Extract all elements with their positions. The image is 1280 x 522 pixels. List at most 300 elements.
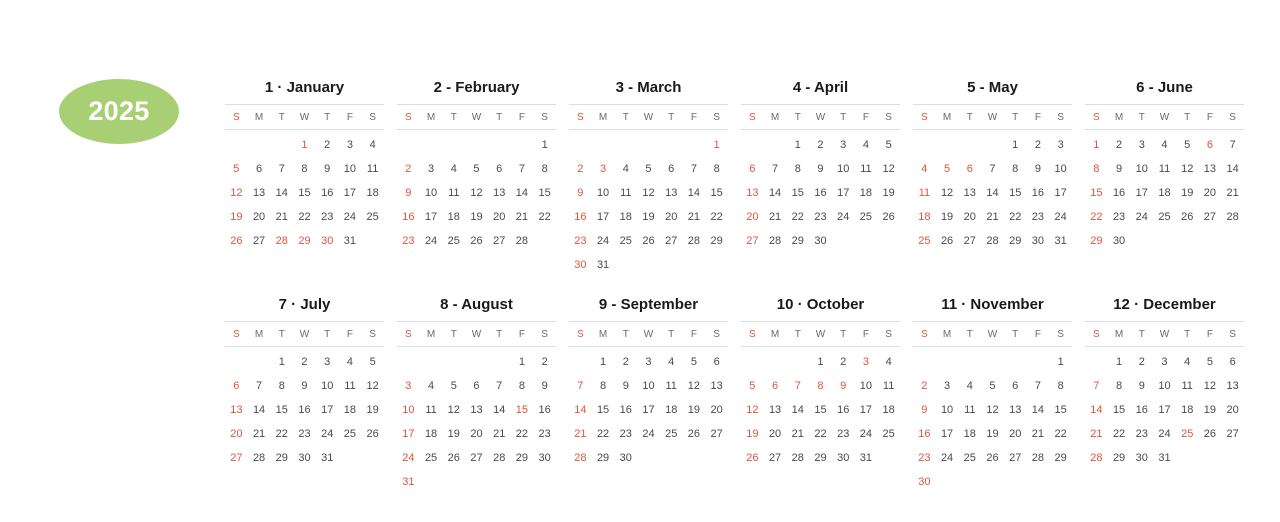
day-cell: 12 xyxy=(746,404,759,416)
empty-cell xyxy=(741,133,764,157)
weekday-header: S xyxy=(541,111,548,123)
weekday-header: S xyxy=(405,328,412,340)
day-cell: 31 xyxy=(402,476,415,488)
month-10 xyxy=(741,289,900,470)
weekday-header: T xyxy=(966,328,973,340)
day-cell: 25 xyxy=(1181,428,1194,440)
day-cell: 5 xyxy=(944,163,951,175)
day-cell: 14 xyxy=(574,404,587,416)
day-cell: 15 xyxy=(791,187,804,199)
day-cell: 8 xyxy=(794,163,801,175)
day-cell: 16 xyxy=(814,187,827,199)
day-cell: 6 xyxy=(473,380,480,392)
day-cell: 10 xyxy=(940,404,954,416)
day-cell: 31 xyxy=(343,235,357,247)
day-cell: 29 xyxy=(275,452,288,464)
day-cell: 19 xyxy=(1203,404,1217,416)
day-cell: 6 xyxy=(749,163,756,175)
day-cell: 22 xyxy=(596,428,610,440)
day-cell: 6 xyxy=(1229,356,1236,368)
empty-cell xyxy=(248,133,271,157)
day-cell: 2 xyxy=(817,139,824,151)
day-cell: 3 xyxy=(1138,139,1145,151)
day-cell: 16 xyxy=(1031,187,1045,199)
day-cell: 31 xyxy=(1054,235,1067,247)
day-cell: 27 xyxy=(1009,452,1022,464)
weekday-header: S xyxy=(1229,328,1236,340)
day-cell: 17 xyxy=(1135,187,1148,199)
month-title: 10 · October xyxy=(776,296,865,313)
day-cell: 18 xyxy=(859,187,873,199)
empty-cell xyxy=(913,350,936,374)
month-title: 11 · November xyxy=(941,296,1044,313)
day-cell: 27 xyxy=(710,428,723,440)
day-cell: 15 xyxy=(1009,187,1022,199)
day-cell: 3 xyxy=(862,356,869,368)
day-cell: 26 xyxy=(470,235,483,247)
day-cell: 16 xyxy=(538,404,551,416)
day-cell: 26 xyxy=(940,235,954,247)
day-cell: 23 xyxy=(321,211,334,223)
day-cell: 23 xyxy=(814,211,827,223)
weekday-header: M xyxy=(426,328,436,340)
day-cell: 16 xyxy=(298,404,311,416)
day-cell: 1 xyxy=(1057,356,1064,368)
weekday-header: S xyxy=(577,328,584,340)
weekday-header: F xyxy=(518,328,525,340)
day-cell: 21 xyxy=(252,428,266,440)
day-cell: 9 xyxy=(1034,163,1041,175)
day-cell: 21 xyxy=(768,211,782,223)
day-cell: 14 xyxy=(687,187,701,199)
day-cell: 20 xyxy=(665,211,678,223)
weekday-header: T xyxy=(450,328,457,340)
weekday-header: S xyxy=(713,328,720,340)
day-cell: 21 xyxy=(275,211,288,223)
month-title: 1 · January xyxy=(264,79,345,96)
weekday-header: S xyxy=(1093,111,1100,123)
day-cell: 31 xyxy=(1158,452,1171,464)
weekday-header: T xyxy=(324,328,331,340)
day-cell: 11 xyxy=(366,163,379,175)
weekday-header: S xyxy=(233,328,240,340)
day-cell: 27 xyxy=(665,235,678,247)
day-cell: 26 xyxy=(986,452,999,464)
day-cell: 23 xyxy=(1135,428,1148,440)
day-cell: 9 xyxy=(301,380,308,392)
empty-cell xyxy=(637,133,660,157)
day-cell: 6 xyxy=(496,163,503,175)
weekday-header: T xyxy=(278,111,285,123)
weekday-header: F xyxy=(1206,328,1213,340)
day-cell: 9 xyxy=(840,380,847,392)
day-cell: 12 xyxy=(940,187,954,199)
day-cell: 25 xyxy=(447,235,460,247)
day-cell: 26 xyxy=(882,211,895,223)
day-cell: 10 xyxy=(642,380,655,392)
day-cell: 8 xyxy=(518,380,525,392)
weekday-header: M xyxy=(598,111,608,123)
day-cell: 2 xyxy=(1116,139,1123,151)
weekday-header: S xyxy=(885,328,892,340)
day-cell: 27 xyxy=(230,452,243,464)
day-cell: 4 xyxy=(921,163,928,175)
day-cell: 28 xyxy=(252,452,266,464)
day-cell: 24 xyxy=(837,211,850,223)
empty-cell xyxy=(1027,350,1050,374)
day-cell: 18 xyxy=(424,428,438,440)
day-cell: 2 xyxy=(324,139,331,151)
weekday-header: T xyxy=(324,111,331,123)
day-cell: 27 xyxy=(768,452,782,464)
weekday-header: F xyxy=(1034,111,1041,123)
day-cell: 2 xyxy=(405,163,412,175)
day-cell: 28 xyxy=(493,452,506,464)
day-cell: 28 xyxy=(687,235,701,247)
weekday-header: M xyxy=(942,328,952,340)
day-cell: 26 xyxy=(642,235,655,247)
month-9 xyxy=(569,289,728,470)
day-cell: 19 xyxy=(642,211,655,223)
day-cell: 23 xyxy=(298,428,311,440)
day-cell: 21 xyxy=(1090,428,1103,440)
day-cell: 8 xyxy=(1012,163,1019,175)
day-cell: 8 xyxy=(817,380,824,392)
day-cell: 22 xyxy=(791,211,804,223)
month-title: 12 · December xyxy=(1113,296,1216,313)
day-cell: 14 xyxy=(791,404,804,416)
day-cell: 10 xyxy=(343,163,357,175)
day-cell: 27 xyxy=(1226,428,1239,440)
day-cell: 19 xyxy=(687,404,701,416)
day-cell: 1 xyxy=(278,356,285,368)
day-cell: 8 xyxy=(1093,163,1100,175)
empty-cell xyxy=(981,350,1004,374)
month-6 xyxy=(1085,72,1244,253)
weekday-header: M xyxy=(426,111,436,123)
day-cell: 31 xyxy=(596,259,610,271)
day-cell: 19 xyxy=(470,211,483,223)
weekday-header-row xyxy=(225,104,384,130)
weekday-header: M xyxy=(254,111,264,123)
day-cell: 31 xyxy=(321,452,334,464)
weekday-header: T xyxy=(794,328,801,340)
day-cell: 22 xyxy=(515,428,529,440)
month-title: 2 - February xyxy=(433,79,520,96)
day-cell: 22 xyxy=(1009,211,1022,223)
day-cell: 2 xyxy=(921,380,928,392)
day-cell: 25 xyxy=(619,235,632,247)
day-cell: 7 xyxy=(577,380,584,392)
weekday-header: M xyxy=(770,111,780,123)
day-cell: 4 xyxy=(622,163,629,175)
day-grid xyxy=(741,133,900,253)
day-cell: 27 xyxy=(252,235,266,247)
day-cell: 23 xyxy=(538,428,551,440)
day-cell: 22 xyxy=(1112,428,1126,440)
day-cell: 20 xyxy=(252,211,266,223)
day-cell: 30 xyxy=(837,452,850,464)
day-cell: 29 xyxy=(1112,452,1126,464)
day-cell: 21 xyxy=(1031,428,1045,440)
day-cell: 11 xyxy=(1181,380,1193,392)
day-cell: 12 xyxy=(470,187,483,199)
day-cell: 5 xyxy=(989,380,996,392)
day-cell: 14 xyxy=(1226,163,1239,175)
day-cell: 28 xyxy=(1031,452,1045,464)
day-cell: 25 xyxy=(424,452,438,464)
day-cell: 4 xyxy=(966,380,973,392)
empty-cell xyxy=(569,350,592,374)
weekday-header: M xyxy=(1114,328,1124,340)
day-cell: 27 xyxy=(746,235,759,247)
day-cell: 30 xyxy=(1031,235,1045,247)
day-cell: 2 xyxy=(1034,139,1041,151)
weekday-header: W xyxy=(815,328,826,340)
day-cell: 19 xyxy=(940,211,954,223)
day-cell: 24 xyxy=(1054,211,1067,223)
day-cell: 3 xyxy=(1057,139,1064,151)
day-cell: 14 xyxy=(275,187,288,199)
day-cell: 3 xyxy=(405,380,412,392)
weekday-header: T xyxy=(622,328,629,340)
day-cell: 5 xyxy=(233,163,240,175)
day-cell: 3 xyxy=(600,163,607,175)
day-cell: 15 xyxy=(710,187,723,199)
empty-cell xyxy=(511,133,534,157)
month-3 xyxy=(569,72,728,277)
day-cell: 18 xyxy=(366,187,379,199)
day-cell: 21 xyxy=(515,211,529,223)
empty-cell xyxy=(397,350,420,374)
day-cell: 6 xyxy=(233,380,240,392)
weekday-header: S xyxy=(369,328,376,340)
day-cell: 28 xyxy=(515,235,529,247)
day-cell: 1 xyxy=(1012,139,1019,151)
day-cell: 2 xyxy=(840,356,847,368)
day-grid xyxy=(397,350,556,494)
month-11 xyxy=(913,289,1072,494)
empty-cell xyxy=(420,350,443,374)
day-cell: 20 xyxy=(470,428,483,440)
weekday-header: W xyxy=(471,328,482,340)
empty-cell xyxy=(465,350,488,374)
day-cell: 23 xyxy=(1031,211,1045,223)
empty-cell xyxy=(936,133,959,157)
empty-cell xyxy=(614,133,637,157)
day-cell: 20 xyxy=(746,211,759,223)
day-cell: 17 xyxy=(343,187,357,199)
day-cell: 16 xyxy=(402,211,415,223)
day-cell: 18 xyxy=(882,404,895,416)
day-cell: 11 xyxy=(448,187,460,199)
day-cell: 14 xyxy=(252,404,266,416)
day-cell: 16 xyxy=(1135,404,1148,416)
day-cell: 14 xyxy=(515,187,529,199)
day-cell: 29 xyxy=(791,235,804,247)
day-cell: 29 xyxy=(1009,235,1022,247)
day-cell: 20 xyxy=(963,211,976,223)
day-cell: 22 xyxy=(710,211,723,223)
weekday-header: W xyxy=(815,111,826,123)
day-cell: 26 xyxy=(447,452,460,464)
empty-cell xyxy=(488,133,511,157)
day-cell: 26 xyxy=(746,452,759,464)
day-cell: 2 xyxy=(622,356,629,368)
day-cell: 10 xyxy=(837,163,850,175)
weekday-header: W xyxy=(1159,328,1170,340)
day-cell: 30 xyxy=(1112,235,1126,247)
day-cell: 19 xyxy=(986,428,999,440)
day-cell: 24 xyxy=(1158,428,1171,440)
weekday-header: T xyxy=(496,111,503,123)
day-cell: 2 xyxy=(301,356,308,368)
day-cell: 15 xyxy=(596,404,610,416)
day-cell: 21 xyxy=(986,211,999,223)
day-cell: 24 xyxy=(1135,211,1148,223)
day-cell: 26 xyxy=(366,428,379,440)
day-cell: 2 xyxy=(577,163,584,175)
day-cell: 1 xyxy=(817,356,824,368)
weekday-header: W xyxy=(1159,111,1170,123)
day-cell: 13 xyxy=(1203,163,1217,175)
empty-cell xyxy=(958,133,981,157)
day-cell: 29 xyxy=(1090,235,1103,247)
day-cell: 11 xyxy=(964,404,976,416)
day-grid xyxy=(913,350,1072,494)
day-cell: 23 xyxy=(574,235,587,247)
day-cell: 9 xyxy=(405,187,412,199)
day-cell: 21 xyxy=(1226,187,1239,199)
day-cell: 18 xyxy=(447,211,460,223)
day-cell: 12 xyxy=(642,187,655,199)
day-cell: 24 xyxy=(859,428,873,440)
day-cell: 29 xyxy=(814,452,827,464)
day-cell: 7 xyxy=(772,163,779,175)
day-cell: 20 xyxy=(1203,187,1217,199)
day-cell: 25 xyxy=(918,235,931,247)
weekday-header: W xyxy=(643,328,654,340)
day-cell: 17 xyxy=(940,428,954,440)
day-cell: 19 xyxy=(882,187,895,199)
day-grid xyxy=(225,350,384,470)
day-cell: 6 xyxy=(772,380,779,392)
day-cell: 17 xyxy=(596,211,610,223)
day-cell: 15 xyxy=(538,187,551,199)
day-cell: 12 xyxy=(986,404,999,416)
day-cell: 16 xyxy=(837,404,850,416)
day-cell: 23 xyxy=(619,428,632,440)
month-5 xyxy=(913,72,1072,253)
weekday-header-row xyxy=(569,321,728,347)
day-cell: 21 xyxy=(791,428,804,440)
weekday-header: T xyxy=(1184,328,1191,340)
month-title: 9 - September xyxy=(598,296,699,313)
empty-cell xyxy=(958,350,981,374)
weekday-header: S xyxy=(1057,328,1064,340)
day-cell: 4 xyxy=(369,139,376,151)
day-cell: 17 xyxy=(1158,404,1171,416)
day-cell: 30 xyxy=(298,452,311,464)
month-8 xyxy=(397,289,556,494)
day-cell: 22 xyxy=(275,428,288,440)
day-cell: 4 xyxy=(1161,139,1168,151)
weekday-header: S xyxy=(541,328,548,340)
day-cell: 13 xyxy=(963,187,976,199)
day-cell: 3 xyxy=(346,139,353,151)
empty-cell xyxy=(442,350,465,374)
day-cell: 13 xyxy=(1009,404,1022,416)
month-title: 8 - August xyxy=(440,296,513,313)
day-cell: 16 xyxy=(918,428,931,440)
empty-cell xyxy=(741,350,764,374)
day-cell: 30 xyxy=(814,235,827,247)
day-cell: 8 xyxy=(713,163,720,175)
weekday-header: S xyxy=(1229,111,1236,123)
weekday-header: T xyxy=(278,328,285,340)
day-cell: 13 xyxy=(746,187,759,199)
day-cell: 31 xyxy=(859,452,873,464)
day-cell: 9 xyxy=(622,380,629,392)
day-cell: 19 xyxy=(1181,187,1194,199)
empty-cell xyxy=(592,133,615,157)
weekday-header: F xyxy=(862,111,869,123)
day-cell: 30 xyxy=(574,259,587,271)
day-cell: 6 xyxy=(713,356,720,368)
weekday-header: F xyxy=(1034,328,1041,340)
empty-cell xyxy=(420,133,443,157)
day-cell: 5 xyxy=(749,380,756,392)
day-cell: 9 xyxy=(324,163,331,175)
weekday-header: F xyxy=(346,111,353,123)
day-cell: 12 xyxy=(366,380,379,392)
day-cell: 29 xyxy=(710,235,723,247)
day-grid xyxy=(913,133,1072,253)
day-cell: 26 xyxy=(230,235,243,247)
year-badge xyxy=(59,79,179,144)
weekday-header: F xyxy=(690,111,697,123)
day-grid xyxy=(569,133,728,277)
day-cell: 16 xyxy=(321,187,334,199)
day-cell: 8 xyxy=(278,380,285,392)
day-cell: 9 xyxy=(1138,380,1145,392)
day-cell: 29 xyxy=(1054,452,1067,464)
day-cell: 18 xyxy=(343,404,357,416)
day-grid xyxy=(1085,133,1244,253)
weekday-header: M xyxy=(254,328,264,340)
day-cell: 27 xyxy=(470,452,483,464)
day-cell: 1 xyxy=(1093,139,1100,151)
day-cell: 7 xyxy=(794,380,801,392)
weekday-header: T xyxy=(966,111,973,123)
day-cell: 25 xyxy=(859,211,873,223)
weekday-header: S xyxy=(369,111,376,123)
weekday-header: S xyxy=(1093,328,1100,340)
day-cell: 26 xyxy=(1203,428,1217,440)
weekday-header: T xyxy=(1138,328,1145,340)
day-cell: 13 xyxy=(230,404,243,416)
day-cell: 27 xyxy=(963,235,976,247)
day-cell: 5 xyxy=(1206,356,1213,368)
day-cell: 20 xyxy=(230,428,243,440)
empty-cell xyxy=(465,133,488,157)
day-cell: 11 xyxy=(425,404,437,416)
day-cell: 10 xyxy=(321,380,334,392)
day-grid xyxy=(569,350,728,470)
day-cell: 17 xyxy=(1054,187,1067,199)
weekday-header: F xyxy=(690,328,697,340)
day-cell: 16 xyxy=(1112,187,1126,199)
